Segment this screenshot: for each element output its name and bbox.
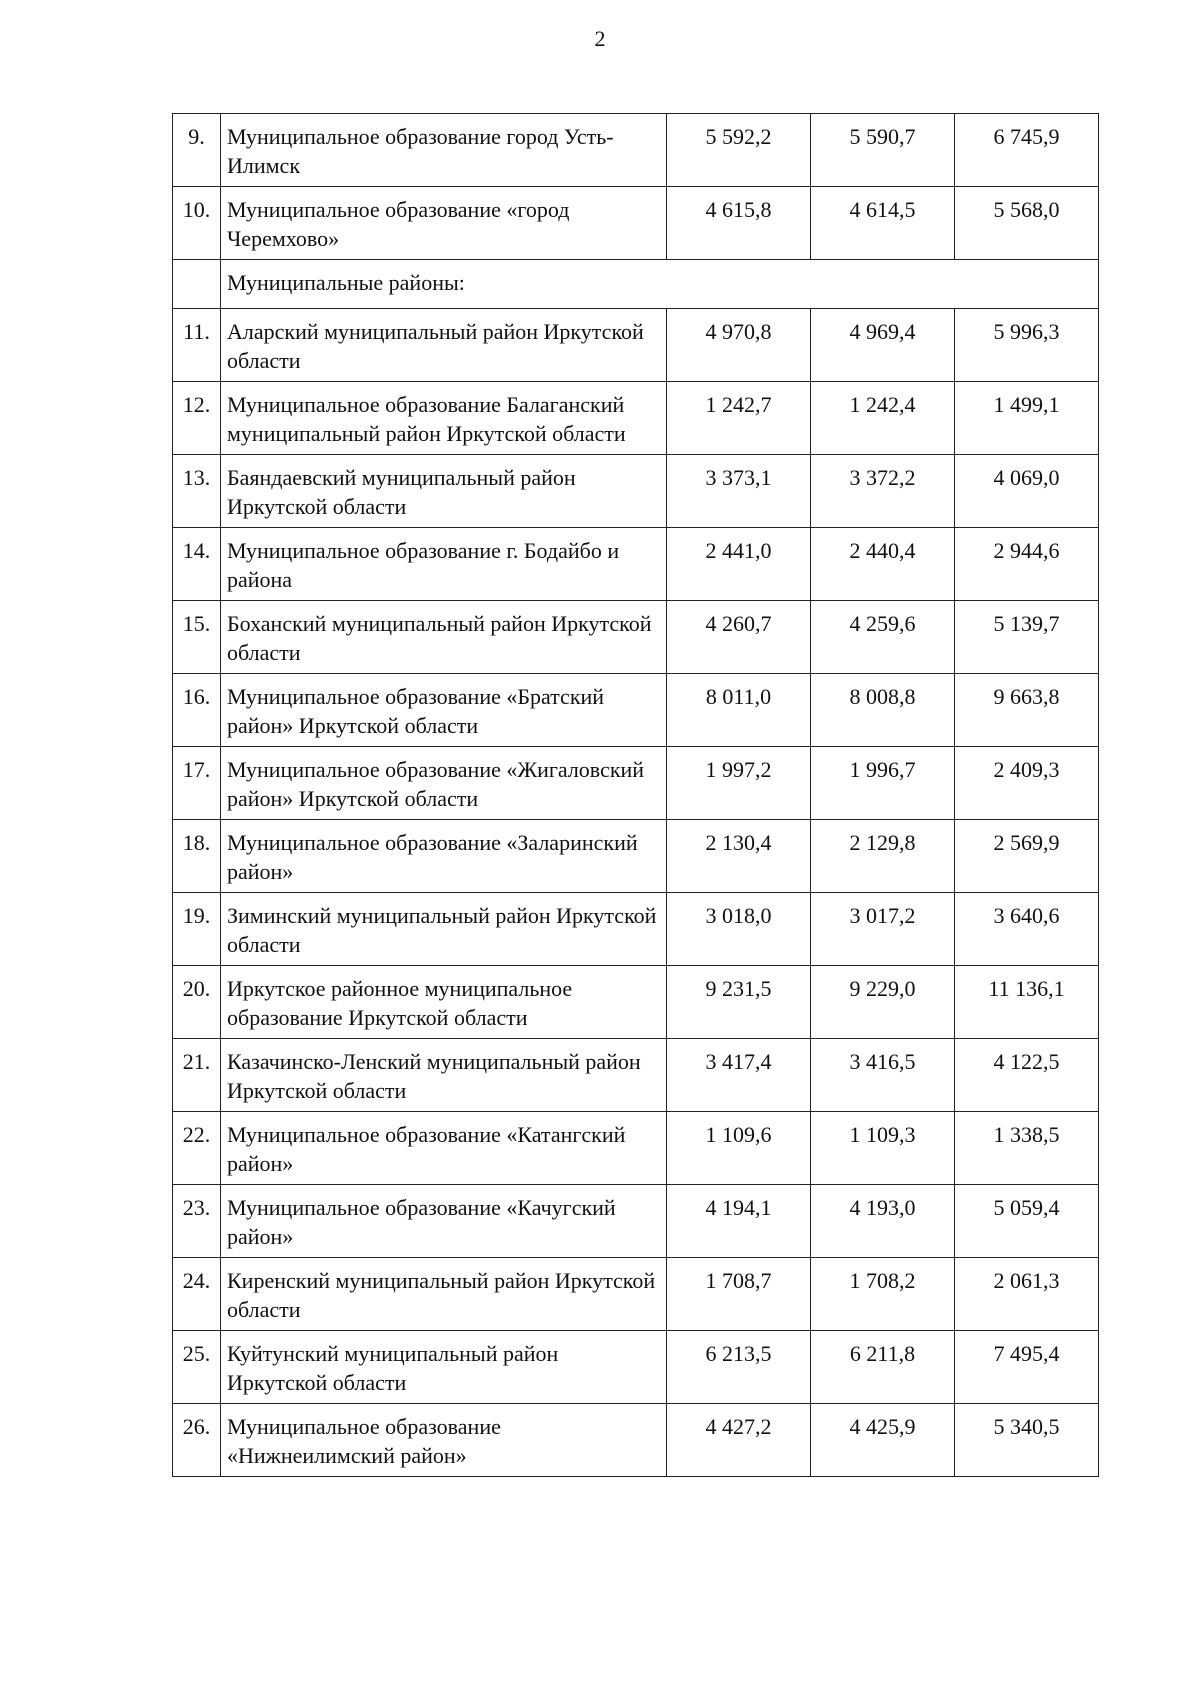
value-col-3: 2 569,9 xyxy=(955,820,1099,893)
row-number: 20. xyxy=(173,966,221,1039)
table-row xyxy=(173,674,1099,747)
value-col-2: 3 017,2 xyxy=(811,893,955,966)
row-number: 26. xyxy=(173,1404,221,1477)
row-number: 15. xyxy=(173,601,221,674)
value-col-2: 4 425,9 xyxy=(811,1404,955,1477)
municipality-name: Муниципальное образование «Катангский район» xyxy=(221,1112,667,1185)
row-number: 9. xyxy=(173,114,221,187)
table-row xyxy=(173,187,1099,260)
table-row xyxy=(173,382,1099,455)
municipality-name: Зиминский муниципальный район Иркутской области xyxy=(221,893,667,966)
row-number: 17. xyxy=(173,747,221,820)
municipality-name: Аларский муниципальный район Иркутской области xyxy=(221,309,667,382)
value-col-3: 4 122,5 xyxy=(955,1039,1099,1112)
row-number: 12. xyxy=(173,382,221,455)
municipality-name: Муниципальное образование Балаганский муниципальный район Иркутской области xyxy=(221,382,667,455)
value-col-1: 1 997,2 xyxy=(667,747,811,820)
value-col-3: 5 996,3 xyxy=(955,309,1099,382)
table-row xyxy=(173,820,1099,893)
municipality-name: Казачинско-Ленский муниципальный район Иркутской области xyxy=(221,1039,667,1112)
table-row xyxy=(173,966,1099,1039)
table-row xyxy=(173,893,1099,966)
table-row xyxy=(173,601,1099,674)
table-row xyxy=(173,1039,1099,1112)
table-row xyxy=(173,309,1099,382)
value-col-2: 5 590,7 xyxy=(811,114,955,187)
value-col-2: 4 259,6 xyxy=(811,601,955,674)
municipality-name: Иркутское районное муниципальное образование Иркутской области xyxy=(221,966,667,1039)
municipality-name: Баяндаевский муниципальный район Иркутской области xyxy=(221,455,667,528)
row-number: 16. xyxy=(173,674,221,747)
value-col-2: 2 129,8 xyxy=(811,820,955,893)
value-col-2: 4 969,4 xyxy=(811,309,955,382)
value-col-3: 2 944,6 xyxy=(955,528,1099,601)
value-col-1: 4 427,2 xyxy=(667,1404,811,1477)
value-col-1: 6 213,5 xyxy=(667,1331,811,1404)
value-col-3: 5 340,5 xyxy=(955,1404,1099,1477)
value-col-3: 11 136,1 xyxy=(955,966,1099,1039)
value-col-2: 4 614,5 xyxy=(811,187,955,260)
value-col-1: 4 615,8 xyxy=(667,187,811,260)
municipality-name: Куйтунский муниципальный район Иркутской области xyxy=(221,1331,667,1404)
value-col-2: 2 440,4 xyxy=(811,528,955,601)
value-col-1: 4 260,7 xyxy=(667,601,811,674)
value-col-1: 5 592,2 xyxy=(667,114,811,187)
value-col-2: 4 193,0 xyxy=(811,1185,955,1258)
row-number: 21. xyxy=(173,1039,221,1112)
value-col-2: 1 996,7 xyxy=(811,747,955,820)
municipality-name: Муниципальное образование «Жигаловский район» Иркутской области xyxy=(221,747,667,820)
value-col-2: 1 242,4 xyxy=(811,382,955,455)
table-row xyxy=(173,1331,1099,1404)
table-row xyxy=(173,114,1099,187)
row-number: 14. xyxy=(173,528,221,601)
value-col-3: 5 568,0 xyxy=(955,187,1099,260)
table-row xyxy=(173,1258,1099,1331)
table-row xyxy=(173,528,1099,601)
value-col-3: 7 495,4 xyxy=(955,1331,1099,1404)
table-row xyxy=(173,455,1099,528)
value-col-3: 4 069,0 xyxy=(955,455,1099,528)
value-col-2: 8 008,8 xyxy=(811,674,955,747)
municipality-name: Муниципальное образование город Усть-Илимск xyxy=(221,114,667,187)
table-section xyxy=(173,260,1099,309)
row-number: 24. xyxy=(173,1258,221,1331)
value-col-1: 4 194,1 xyxy=(667,1185,811,1258)
municipality-name: Муниципальное образование «Братский район» Иркутской области xyxy=(221,674,667,747)
row-number: 13. xyxy=(173,455,221,528)
value-col-1: 2 441,0 xyxy=(667,528,811,601)
row-number: 10. xyxy=(173,187,221,260)
table-row xyxy=(173,1404,1099,1477)
value-col-3: 6 745,9 xyxy=(955,114,1099,187)
municipality-name: Боханский муниципальный район Иркутской области xyxy=(221,601,667,674)
value-col-1: 3 018,0 xyxy=(667,893,811,966)
table-row xyxy=(173,747,1099,820)
budget-table xyxy=(172,113,1099,1477)
value-col-1: 9 231,5 xyxy=(667,966,811,1039)
section-heading: Муниципальные районы: xyxy=(221,260,1099,309)
row-number: 23. xyxy=(173,1185,221,1258)
value-col-3: 5 139,7 xyxy=(955,601,1099,674)
municipality-name: Муниципальное образование «Качугский район» xyxy=(221,1185,667,1258)
value-col-3: 5 059,4 xyxy=(955,1185,1099,1258)
value-col-3: 3 640,6 xyxy=(955,893,1099,966)
section-row xyxy=(173,260,1099,309)
row-number: 22. xyxy=(173,1112,221,1185)
table-body-cities xyxy=(173,114,1099,260)
table-body-districts xyxy=(173,309,1099,1477)
value-col-2: 1 708,2 xyxy=(811,1258,955,1331)
table-row xyxy=(173,1112,1099,1185)
municipality-name: Муниципальное образование «Заларинский район» xyxy=(221,820,667,893)
row-number: 11. xyxy=(173,309,221,382)
value-col-2: 1 109,3 xyxy=(811,1112,955,1185)
value-col-1: 8 011,0 xyxy=(667,674,811,747)
value-col-3: 1 499,1 xyxy=(955,382,1099,455)
value-col-1: 2 130,4 xyxy=(667,820,811,893)
municipality-name: Муниципальное образование «город Черемхово» xyxy=(221,187,667,260)
page-number: 2 xyxy=(594,26,606,51)
section-num-cell xyxy=(173,260,221,309)
value-col-1: 1 708,7 xyxy=(667,1258,811,1331)
value-col-3: 2 409,3 xyxy=(955,747,1099,820)
value-col-3: 1 338,5 xyxy=(955,1112,1099,1185)
value-col-3: 2 061,3 xyxy=(955,1258,1099,1331)
table-row xyxy=(173,1185,1099,1258)
value-col-2: 6 211,8 xyxy=(811,1331,955,1404)
value-col-2: 3 372,2 xyxy=(811,455,955,528)
row-number: 19. xyxy=(173,893,221,966)
value-col-3: 9 663,8 xyxy=(955,674,1099,747)
value-col-2: 3 416,5 xyxy=(811,1039,955,1112)
row-number: 18. xyxy=(173,820,221,893)
municipality-name: Муниципальное образование «Нижнеилимский район» xyxy=(221,1404,667,1477)
value-col-1: 4 970,8 xyxy=(667,309,811,382)
municipality-name: Муниципальное образование г. Бодайбо и района xyxy=(221,528,667,601)
value-col-1: 1 109,6 xyxy=(667,1112,811,1185)
value-col-2: 9 229,0 xyxy=(811,966,955,1039)
value-col-1: 3 417,4 xyxy=(667,1039,811,1112)
value-col-1: 1 242,7 xyxy=(667,382,811,455)
value-col-1: 3 373,1 xyxy=(667,455,811,528)
row-number: 25. xyxy=(173,1331,221,1404)
municipality-name: Киренский муниципальный район Иркутской области xyxy=(221,1258,667,1331)
